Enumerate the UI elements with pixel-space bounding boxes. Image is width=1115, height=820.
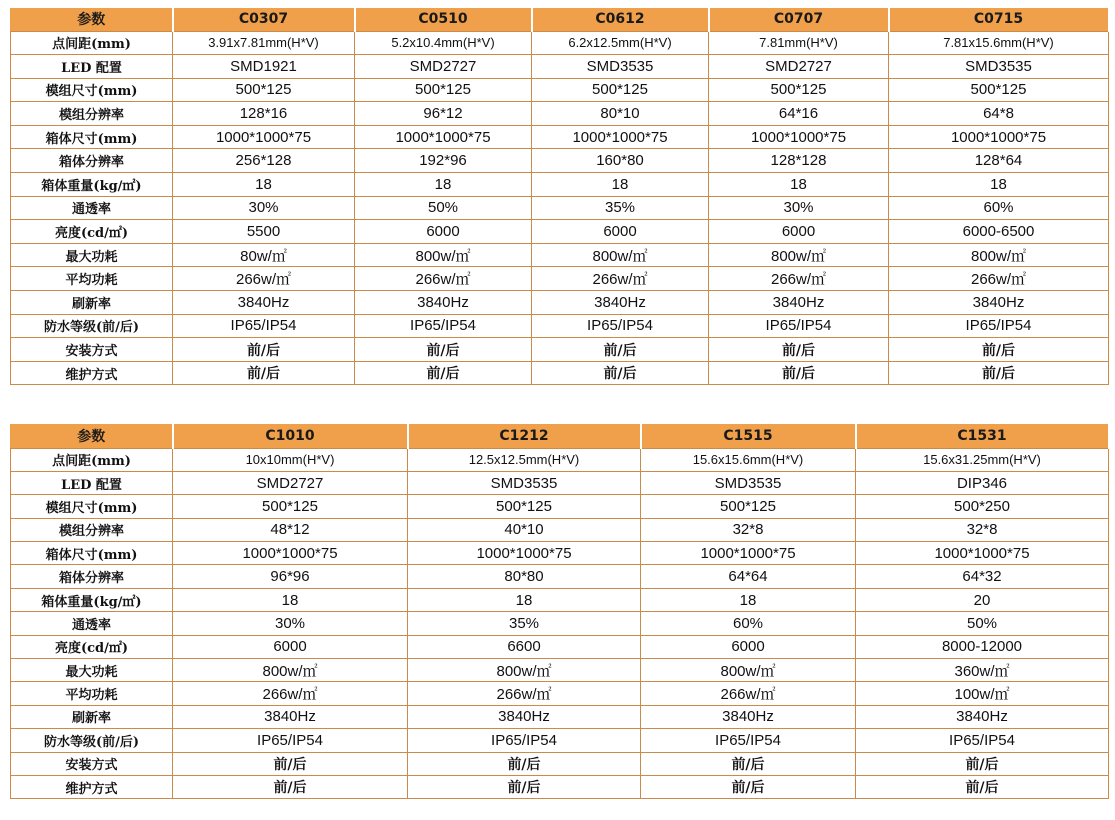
- table-cell: 3840Hz: [408, 705, 641, 728]
- table-cell: 35%: [408, 612, 641, 635]
- table-cell: 1000*1000*75: [709, 125, 889, 149]
- table-cell: 60%: [889, 196, 1109, 220]
- table-row: [11, 565, 1109, 588]
- table-cell: 3840Hz: [173, 705, 408, 728]
- table-row: [11, 705, 1109, 728]
- table-cell: 32*8: [641, 518, 856, 541]
- row-label: 亮度(cd/㎡): [11, 220, 173, 244]
- table-cell: 5.2x10.4mm(H*V): [355, 31, 532, 55]
- table-cell: 800w/㎡: [641, 659, 856, 682]
- model-header-cell: C1531: [856, 424, 1109, 448]
- model-header-cell: C0510: [355, 8, 532, 31]
- table-cell: 6600: [408, 635, 641, 658]
- table-cell: 1000*1000*75: [173, 542, 408, 565]
- table-cell: 64*16: [709, 102, 889, 126]
- table-cell: 18: [173, 173, 355, 197]
- table-row: [11, 659, 1109, 682]
- table-cell: 64*32: [856, 565, 1109, 588]
- table-row: [11, 518, 1109, 541]
- table-cell: 80w/㎡: [173, 243, 355, 267]
- spec-table-1-body: [11, 31, 1109, 385]
- table-row: [11, 243, 1109, 267]
- row-label: 模组尺寸(mm): [11, 495, 173, 518]
- spec-table-2-header: [11, 424, 1109, 448]
- table-cell: 前/后: [641, 775, 856, 798]
- table-cell: 15.6x15.6mm(H*V): [641, 448, 856, 471]
- table-cell: 30%: [173, 196, 355, 220]
- table-cell: 1000*1000*75: [173, 125, 355, 149]
- row-label: 维护方式: [11, 775, 173, 798]
- table-cell: IP65/IP54: [355, 314, 532, 338]
- row-label: 刷新率: [11, 291, 173, 315]
- table-cell: 12.5x12.5mm(H*V): [408, 448, 641, 471]
- header-row: [11, 424, 1109, 448]
- table-cell: 前/后: [173, 752, 408, 775]
- table-cell: 360w/㎡: [856, 659, 1109, 682]
- table-cell: 3840Hz: [641, 705, 856, 728]
- table-cell: 96*96: [173, 565, 408, 588]
- table-cell: 128*64: [889, 149, 1109, 173]
- table-row: [11, 291, 1109, 315]
- table-cell: 500*250: [856, 495, 1109, 518]
- table-cell: 5500: [173, 220, 355, 244]
- table-row: [11, 635, 1109, 658]
- row-label: 箱体尺寸(mm): [11, 125, 173, 149]
- table-cell: 18: [355, 173, 532, 197]
- row-label: 箱体尺寸(mm): [11, 542, 173, 565]
- table-cell: 6000: [641, 635, 856, 658]
- row-label: 箱体重量(kg/㎡): [11, 173, 173, 197]
- table-cell: 前/后: [355, 361, 532, 385]
- table-cell: IP65/IP54: [641, 729, 856, 752]
- row-label: 通透率: [11, 196, 173, 220]
- row-label: 模组分辨率: [11, 518, 173, 541]
- table-cell: IP65/IP54: [173, 314, 355, 338]
- table-cell: 前/后: [532, 338, 709, 362]
- table-cell: 160*80: [532, 149, 709, 173]
- table-cell: 500*125: [709, 78, 889, 102]
- table-cell: 128*128: [709, 149, 889, 173]
- spec-table-1: [10, 8, 1110, 385]
- row-label: 防水等级(前/后): [11, 729, 173, 752]
- table-cell: 20: [856, 588, 1109, 611]
- row-label: 通透率: [11, 612, 173, 635]
- row-label: 点间距(mm): [11, 448, 173, 471]
- table-cell: 266w/㎡: [408, 682, 641, 705]
- row-label: 模组分辨率: [11, 102, 173, 126]
- table-cell: 7.81mm(H*V): [709, 31, 889, 55]
- table-cell: 1000*1000*75: [856, 542, 1109, 565]
- table-cell: 7.81x15.6mm(H*V): [889, 31, 1109, 55]
- table-row: [11, 31, 1109, 55]
- table-cell: SMD2727: [173, 471, 408, 494]
- table-cell: 30%: [709, 196, 889, 220]
- table-cell: SMD3535: [641, 471, 856, 494]
- row-label: 点间距(mm): [11, 31, 173, 55]
- table-cell: 30%: [173, 612, 408, 635]
- table-cell: 266w/㎡: [173, 682, 408, 705]
- table-row: [11, 361, 1109, 385]
- table-cell: 1000*1000*75: [641, 542, 856, 565]
- table-cell: SMD1921: [173, 55, 355, 79]
- table-row: [11, 495, 1109, 518]
- row-label: 最大功耗: [11, 659, 173, 682]
- model-header-cell: C1515: [641, 424, 856, 448]
- model-header-cell: C0612: [532, 8, 709, 31]
- row-label: 亮度(cd/㎡): [11, 635, 173, 658]
- table-row: [11, 471, 1109, 494]
- table-cell: 40*10: [408, 518, 641, 541]
- model-header-cell: C0715: [889, 8, 1109, 31]
- table-cell: 前/后: [709, 338, 889, 362]
- table-cell: 前/后: [355, 338, 532, 362]
- table-cell: 96*12: [355, 102, 532, 126]
- table-row: [11, 338, 1109, 362]
- table-cell: 1000*1000*75: [889, 125, 1109, 149]
- table-cell: IP65/IP54: [173, 729, 408, 752]
- table-row: [11, 173, 1109, 197]
- table-cell: 前/后: [709, 361, 889, 385]
- table-row: [11, 78, 1109, 102]
- row-label: 防水等级(前/后): [11, 314, 173, 338]
- table-cell: 500*125: [889, 78, 1109, 102]
- table-cell: 500*125: [355, 78, 532, 102]
- table-row: [11, 752, 1109, 775]
- table-row: [11, 267, 1109, 291]
- table-cell: 18: [408, 588, 641, 611]
- row-label: 维护方式: [11, 361, 173, 385]
- table-row: [11, 682, 1109, 705]
- table-cell: 6000: [355, 220, 532, 244]
- spec-table-1-header: [11, 8, 1109, 31]
- table-row: [11, 314, 1109, 338]
- table-cell: 前/后: [408, 752, 641, 775]
- table-cell: 前/后: [408, 775, 641, 798]
- param-header-cell: 参数: [11, 8, 173, 31]
- table-cell: 100w/㎡: [856, 682, 1109, 705]
- row-label: 箱体重量(kg/㎡): [11, 588, 173, 611]
- table-row: [11, 542, 1109, 565]
- model-header-cell: C1212: [408, 424, 641, 448]
- table-cell: SMD3535: [889, 55, 1109, 79]
- table-row: [11, 775, 1109, 798]
- table-cell: 48*12: [173, 518, 408, 541]
- table-row: [11, 612, 1109, 635]
- table-cell: 500*125: [173, 495, 408, 518]
- table-cell: 6000: [532, 220, 709, 244]
- row-label: 模组尺寸(mm): [11, 78, 173, 102]
- table-cell: 前/后: [641, 752, 856, 775]
- table-cell: 前/后: [889, 361, 1109, 385]
- row-label: 安装方式: [11, 338, 173, 362]
- table-cell: IP65/IP54: [408, 729, 641, 752]
- table-cell: 800w/㎡: [173, 659, 408, 682]
- table-cell: 266w/㎡: [641, 682, 856, 705]
- row-label: 平均功耗: [11, 682, 173, 705]
- model-header-cell: C1010: [173, 424, 408, 448]
- table-cell: 800w/㎡: [355, 243, 532, 267]
- table-cell: IP65/IP54: [889, 314, 1109, 338]
- table-cell: IP65/IP54: [532, 314, 709, 338]
- table-cell: 266w/㎡: [709, 267, 889, 291]
- header-row: [11, 8, 1109, 31]
- table-cell: 500*125: [408, 495, 641, 518]
- table-row: [11, 55, 1109, 79]
- table-cell: 3840Hz: [173, 291, 355, 315]
- row-label: 安装方式: [11, 752, 173, 775]
- table-cell: DIP346: [856, 471, 1109, 494]
- table-cell: 前/后: [889, 338, 1109, 362]
- table-row: [11, 220, 1109, 244]
- table-cell: 50%: [355, 196, 532, 220]
- table-cell: 18: [173, 588, 408, 611]
- table-row: [11, 102, 1109, 126]
- table-cell: 前/后: [856, 752, 1109, 775]
- table-cell: 前/后: [173, 338, 355, 362]
- table-cell: 1000*1000*75: [355, 125, 532, 149]
- table-cell: 50%: [856, 612, 1109, 635]
- row-label: 箱体分辨率: [11, 565, 173, 588]
- table-row: [11, 588, 1109, 611]
- table-cell: 500*125: [641, 495, 856, 518]
- table-cell: 10x10mm(H*V): [173, 448, 408, 471]
- table-cell: 3.91x7.81mm(H*V): [173, 31, 355, 55]
- table-cell: 256*128: [173, 149, 355, 173]
- table-cell: SMD3535: [408, 471, 641, 494]
- table-cell: SMD2727: [355, 55, 532, 79]
- table-cell: 500*125: [173, 78, 355, 102]
- table-cell: 前/后: [173, 775, 408, 798]
- table-row: [11, 448, 1109, 471]
- table-cell: 60%: [641, 612, 856, 635]
- table-cell: 800w/㎡: [709, 243, 889, 267]
- row-label: 刷新率: [11, 705, 173, 728]
- spec-table-2: [10, 424, 1110, 799]
- table-cell: SMD2727: [709, 55, 889, 79]
- table-cell: 80*80: [408, 565, 641, 588]
- table-cell: 266w/㎡: [173, 267, 355, 291]
- row-label: LED 配置: [11, 471, 173, 494]
- row-label: 最大功耗: [11, 243, 173, 267]
- row-label: LED 配置: [11, 55, 173, 79]
- table-cell: 3840Hz: [709, 291, 889, 315]
- table-cell: 128*16: [173, 102, 355, 126]
- table-cell: 80*10: [532, 102, 709, 126]
- spec-table-2-body: [11, 448, 1109, 799]
- table-cell: 64*8: [889, 102, 1109, 126]
- table-cell: 18: [709, 173, 889, 197]
- table-cell: 800w/㎡: [889, 243, 1109, 267]
- table-cell: 266w/㎡: [889, 267, 1109, 291]
- table-cell: 1000*1000*75: [408, 542, 641, 565]
- table-row: [11, 729, 1109, 752]
- table-cell: 前/后: [532, 361, 709, 385]
- table-cell: 前/后: [173, 361, 355, 385]
- model-header-cell: C0707: [709, 8, 889, 31]
- table-cell: 3840Hz: [889, 291, 1109, 315]
- table-cell: 18: [641, 588, 856, 611]
- table-cell: 1000*1000*75: [532, 125, 709, 149]
- table-cell: IP65/IP54: [709, 314, 889, 338]
- row-label: 箱体分辨率: [11, 149, 173, 173]
- table-cell: 266w/㎡: [355, 267, 532, 291]
- table-cell: 6000: [173, 635, 408, 658]
- table-cell: 8000-12000: [856, 635, 1109, 658]
- table-cell: 64*64: [641, 565, 856, 588]
- table-cell: IP65/IP54: [856, 729, 1109, 752]
- table-cell: 18: [532, 173, 709, 197]
- table-cell: 前/后: [856, 775, 1109, 798]
- table-cell: 6000: [709, 220, 889, 244]
- table-row: [11, 196, 1109, 220]
- table-cell: 15.6x31.25mm(H*V): [856, 448, 1109, 471]
- table-cell: 266w/㎡: [532, 267, 709, 291]
- param-header-cell: 参数: [11, 424, 173, 448]
- table-cell: 3840Hz: [856, 705, 1109, 728]
- table-cell: 6.2x12.5mm(H*V): [532, 31, 709, 55]
- table-cell: 3840Hz: [355, 291, 532, 315]
- model-header-cell: C0307: [173, 8, 355, 31]
- table-cell: SMD3535: [532, 55, 709, 79]
- table-cell: 800w/㎡: [532, 243, 709, 267]
- table-cell: 32*8: [856, 518, 1109, 541]
- table-cell: 3840Hz: [532, 291, 709, 315]
- table-cell: 18: [889, 173, 1109, 197]
- table-row: [11, 149, 1109, 173]
- table-cell: 35%: [532, 196, 709, 220]
- table-row: [11, 125, 1109, 149]
- table-cell: 800w/㎡: [408, 659, 641, 682]
- table-cell: 192*96: [355, 149, 532, 173]
- table-cell: 500*125: [532, 78, 709, 102]
- table-cell: 6000-6500: [889, 220, 1109, 244]
- row-label: 平均功耗: [11, 267, 173, 291]
